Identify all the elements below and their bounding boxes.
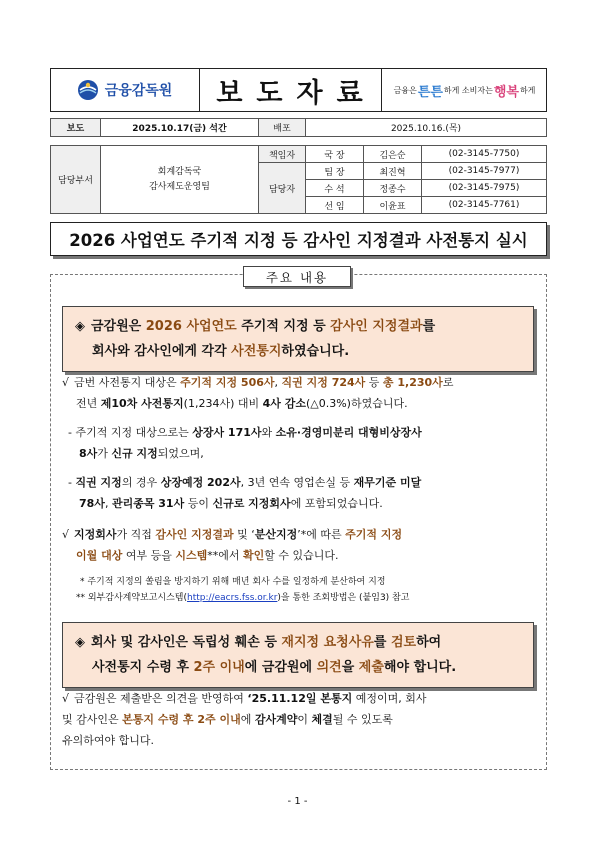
page-number: - 1 -: [287, 796, 308, 807]
check-mark-icon: √: [62, 692, 70, 705]
contact-name: 김은순: [364, 146, 422, 163]
dept-name: 회계감독국 감사제도운영팀: [101, 146, 259, 214]
contact-phone: (02-3145-7977): [422, 163, 547, 180]
paragraph-targets: √ 금번 사전통지 대상은 주기적 지정 506사, 직권 지정 724사 등 총 1,230사로 전년 제10차 사전통지(1,234사) 대비 4사 감소(△0.3%)하였습니다.: [62, 376, 454, 410]
key-content-label: 주요 내용: [243, 266, 351, 287]
headline: 2026 사업연도 주기적 지정 등 감사인 지정결과 사전통지 실시: [50, 222, 547, 256]
contact-title: 팀 장: [306, 163, 364, 180]
staff-label: 담당자: [259, 163, 306, 214]
distribution-label: 배포: [259, 119, 306, 137]
doc-type-title: 보도자료: [200, 68, 382, 112]
slogan-word-1: 튼튼: [417, 84, 443, 100]
paragraph-periodic: - 주기적 지정 대상으로는 상장사 171사와 소유·경영미분리 대형비상장사 8사가 신규 지정되었으며,: [68, 426, 422, 460]
org-name: 금융감독원: [104, 83, 173, 99]
check-mark-icon: √: [62, 528, 70, 541]
diamond-bullet-icon: ◈: [75, 319, 85, 334]
slogan: 금융은 튼튼 하게 소비자는 행복 하게: [382, 68, 547, 112]
report-label: 보도: [51, 119, 101, 137]
contact-title: 국 장: [306, 146, 364, 163]
contact-name: 최진혁: [364, 163, 422, 180]
footnotes: [76, 574, 409, 606]
contact-phone: (02-3145-7975): [422, 180, 547, 197]
report-date: 2025.10.17(금) 석간: [101, 119, 259, 137]
head-label: 책임자: [259, 146, 306, 163]
fss-emblem-icon: [77, 79, 99, 101]
contact-title: 선 임: [306, 197, 364, 214]
check-mark-icon: √: [62, 376, 70, 389]
contacts-table: [50, 145, 547, 214]
contact-title: 수 석: [306, 180, 364, 197]
highlight-box-1: ◈ 금감원은 2026 사업연도 주기적 지정 등 감사인 지정결과를 회사와 감사인에게 각각 사전통지하였습니다.: [62, 306, 534, 372]
release-info-table: [50, 118, 547, 137]
distribution-date: 2025.10.16.(목): [306, 119, 547, 137]
contact-name: 정종수: [364, 180, 422, 197]
eacrs-link[interactable]: http://eacrs.fss.or.kr: [187, 593, 278, 603]
dept-label: 담당부서: [51, 146, 101, 214]
footnote-2: ** 외부감사계약보고시스템(http://eacrs.fss.or.kr)을 통한 조회방법은 (붙임3) 참고: [76, 593, 410, 603]
diamond-bullet-icon: ◈: [75, 635, 85, 650]
slogan-word-2: 행복: [493, 84, 519, 100]
highlight-box-2: ◈ 회사 및 감사인은 독립성 훼손 등 재지정 요청사유를 검토하여 사전통지 수령 후 2주 이내에 금감원에 의견을 제출해야 합니다.: [62, 622, 534, 688]
footnote-1: * 주기적 지정의 쏠림을 방지하기 위해 매년 회사 수를 일정하게 분산하여 지정: [80, 577, 386, 587]
contact-phone: (02-3145-7761): [422, 197, 547, 214]
paragraph-system-check: √ 지정회사가 직접 감사인 지정결과 및 ‘분산지정’*에 따른 주기적 지정 이월 대상 여부 등을 시스템**에서 확인할 수 있습니다.: [62, 528, 403, 562]
contact-name: 이윤표: [364, 197, 422, 214]
paragraph-ex-officio: - 직권 지정의 경우 상장예정 202사, 3년 연속 영업손실 등 재무기준 미달 78사, 관리종목 31사 등이 신규로 지정회사에 포함되었습니다.: [68, 476, 422, 510]
fss-logo: [50, 68, 200, 112]
paragraph-final-notice: √ 금감원은 제출받은 의견을 반영하여 ‘25.11.12일 본통지 예정이며, 회사 및 감사인은 본통지 수령 후 2주 이내에 감사계약이 체결될 수 있도록 유의하여야 합니다.: [62, 692, 427, 747]
contact-phone: (02-3145-7750): [422, 146, 547, 163]
